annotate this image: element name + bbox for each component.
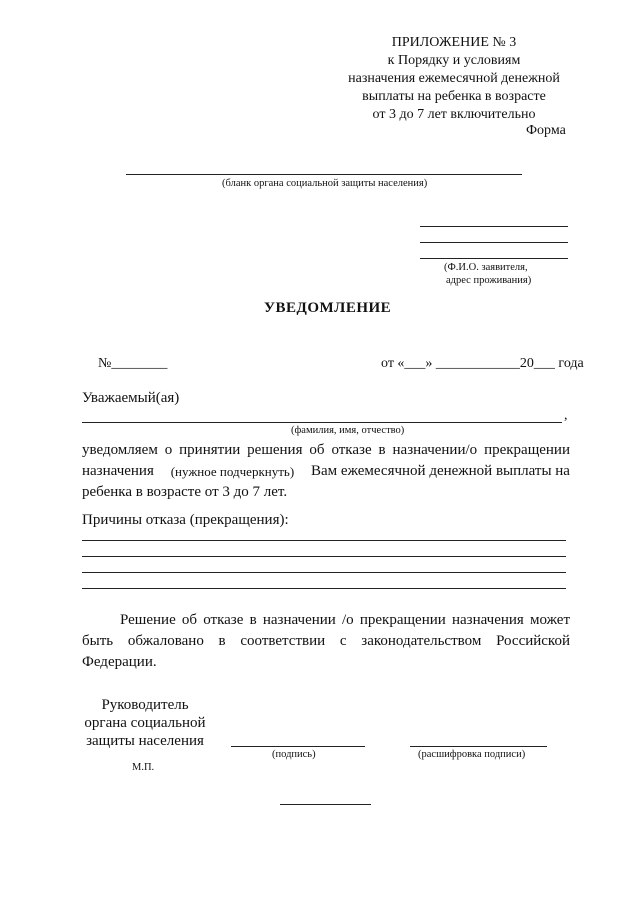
stamp-label: М.П. bbox=[132, 762, 155, 773]
underline-hint: (нужное подчеркнуть) bbox=[170, 464, 295, 479]
applicant-caption-line: адрес проживания) bbox=[446, 275, 532, 286]
reasons-line-2 bbox=[82, 556, 566, 557]
salutation: Уважаемый(ая) bbox=[82, 390, 180, 406]
bottom-line bbox=[280, 804, 371, 805]
applicant-line-1 bbox=[420, 226, 568, 227]
appeal-paragraph bbox=[82, 610, 570, 673]
body-line-2 bbox=[82, 461, 570, 482]
reasons-line-3 bbox=[82, 572, 566, 573]
notification-body bbox=[82, 440, 570, 503]
reasons-line-4 bbox=[82, 588, 566, 589]
appeal-line: Решение об отказе в назначении /о прекращении назначения может bbox=[120, 612, 570, 628]
signature-line bbox=[231, 746, 365, 747]
body-line: уведомляем о принятии решения об отказе в назначении/о прекращении bbox=[82, 442, 570, 458]
body-line: ребенка в возрасте от 3 до 7 лет. bbox=[82, 484, 288, 500]
date-field: от «___» ____________20___ года bbox=[381, 356, 584, 371]
appeal-line: быть обжаловано в соответствии с законодательством Российской bbox=[82, 633, 570, 649]
signer-line: защиты населения bbox=[86, 733, 204, 749]
blank-line bbox=[126, 174, 522, 175]
signature-caption: (подпись) bbox=[272, 749, 316, 760]
name-comma: , bbox=[564, 408, 568, 423]
form-label: Форма bbox=[526, 123, 566, 138]
reasons-line-1 bbox=[82, 540, 566, 541]
appendix-line: назначения ежемесячной денежной bbox=[348, 71, 560, 86]
name-caption: (фамилия, имя, отчество) bbox=[291, 425, 405, 436]
appendix-line: от 3 до 7 лет включительно bbox=[372, 107, 536, 122]
applicant-caption bbox=[444, 261, 531, 287]
appendix-line: к Порядку и условиям bbox=[387, 53, 521, 68]
reasons-label: Причины отказа (прекращения): bbox=[82, 512, 289, 528]
applicant-line-3 bbox=[420, 258, 568, 259]
signer-line: органа социальной bbox=[84, 715, 206, 731]
signer-line: Руководитель bbox=[101, 697, 189, 713]
body-text: назначения bbox=[82, 463, 154, 479]
decode-line bbox=[410, 746, 547, 747]
appeal-line: Федерации. bbox=[82, 654, 157, 670]
name-line bbox=[82, 422, 562, 423]
appendix-header bbox=[330, 34, 578, 124]
body-text: Вам ежемесячной денежной выплаты на bbox=[311, 463, 570, 479]
number-field: №________ bbox=[98, 356, 168, 371]
decode-caption: (расшифровка подписи) bbox=[418, 749, 526, 760]
signer-block bbox=[80, 696, 210, 750]
document-title: УВЕДОМЛЕНИЕ bbox=[264, 300, 392, 316]
appendix-title: ПРИЛОЖЕНИЕ № 3 bbox=[391, 35, 517, 50]
appendix-line: выплаты на ребенка в возрасте bbox=[362, 89, 546, 104]
blank-caption: (бланк органа социальной защиты населения) bbox=[222, 178, 428, 189]
applicant-line-2 bbox=[420, 242, 568, 243]
applicant-caption-line: (Ф.И.О. заявителя, bbox=[444, 262, 528, 273]
